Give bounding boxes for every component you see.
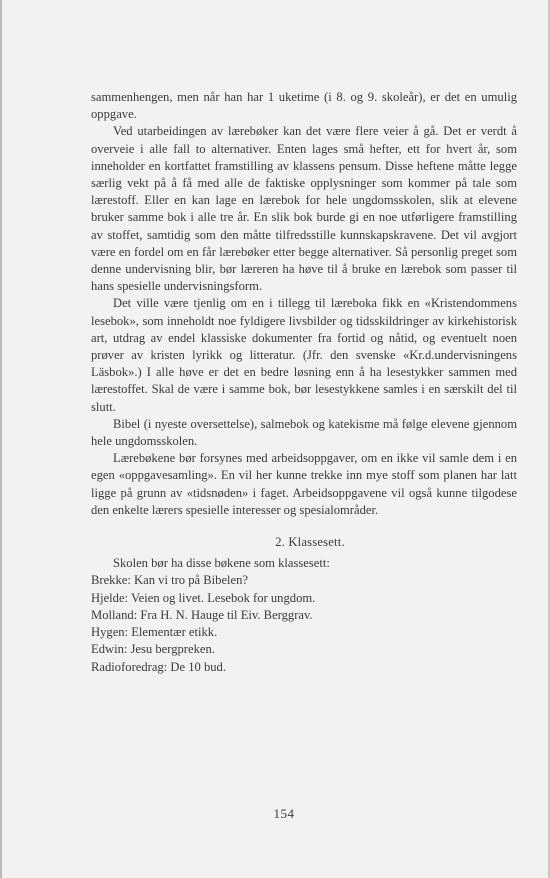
body-text — [91, 89, 517, 676]
paragraph-textbook-alternatives: Ved utarbeidingen av lærebøker kan det være flere veier å gå. Det er verdt å overveie i alle fall to alternativer. Enten lages små hefter, ett for hvert år, som inneholder en kortfattet framstilling av klassens pensum. Disse heftene måtte legge særlig vekt på å få med alle de faktiske opplysninger som kommer på tale som lærestoff. Eller en kan lage en lærebok for hele ungdomsskolen, slik at elevene bruker samme bok i alle tre år. En slik bok burde gi en noe utførligere framstilling av stoffet, samtidig som den måtte tilfredsstille kunnskapskravene. Det vil avgjort være en fordel om en får lærebøker etter begge alternativer. Så personlig preget som denne undervisning blir, bør læreren ha høve til å bruke en lærebok som passer til hans spesielle undervisningsform. — [91, 124, 517, 294]
section-intro: Skolen bør ha disse bøkene som klassesett: — [113, 556, 330, 571]
list-item: Hygen: Elementær etikk. — [91, 625, 218, 640]
list-item: Molland: Fra H. N. Hauge til Eiv. Berggrav. — [91, 607, 313, 622]
list-item: Brekke: Kan vi tro på Bibelen? — [91, 573, 249, 588]
paragraph-continuation: sammenhengen, men når han har 1 uketime (i 8. og 9. skoleår), er det en umulig oppgave. — [91, 90, 517, 122]
class-set-book-list — [91, 572, 517, 675]
page-number: 154 — [273, 806, 295, 821]
paragraph-bible-hymnal: Bibel (i nyeste oversettelse), salmebok og katekisme må følge elevene gjennom hele ungdomsskolen. — [91, 416, 517, 449]
paragraph-work-assignments: Lærebøkene bør forsynes med arbeidsoppgaver, om en ikke vil samle dem i en egen «oppgavesamling». En vil her kunne trekke inn mye stoff som planen har latt ligge på grunn av «tidsnøden» i faget. Arbeidsoppgavene vil også kunne tilgodese den enkelte lærers spesielle interesser og spesialområder. — [91, 451, 517, 517]
list-item: Hjelde: Veien og livet. Lesebok for ungdom. — [91, 590, 316, 605]
section-heading: 2. Klassesett. — [275, 535, 345, 550]
list-item: Edwin: Jesu bergpreken. — [91, 642, 215, 657]
paragraph-reader-book: Det ville være tjenlig om en i tillegg til læreboka fikk en «Kristendommens lesebok», som inneholdt noe fyldigere livsbilder og tidsskildringer av kirkehistorisk art, utdrag av endel klassiske dokumenter fra fortid og nåtid, og eventuelt noen prøver av kristen lyrikk og litteratur. (Jfr. den svenske «Kr.d.undervisningens Läsbok».) I alle høve er det en bedre løsning enn å ha lesestykker sammen med lærestoffet. Skal de være i samme bok, bør lesestykkene samles i en særskilt del til slutt. — [91, 296, 517, 414]
list-item: Radioforedrag: De 10 bud. — [91, 659, 226, 674]
